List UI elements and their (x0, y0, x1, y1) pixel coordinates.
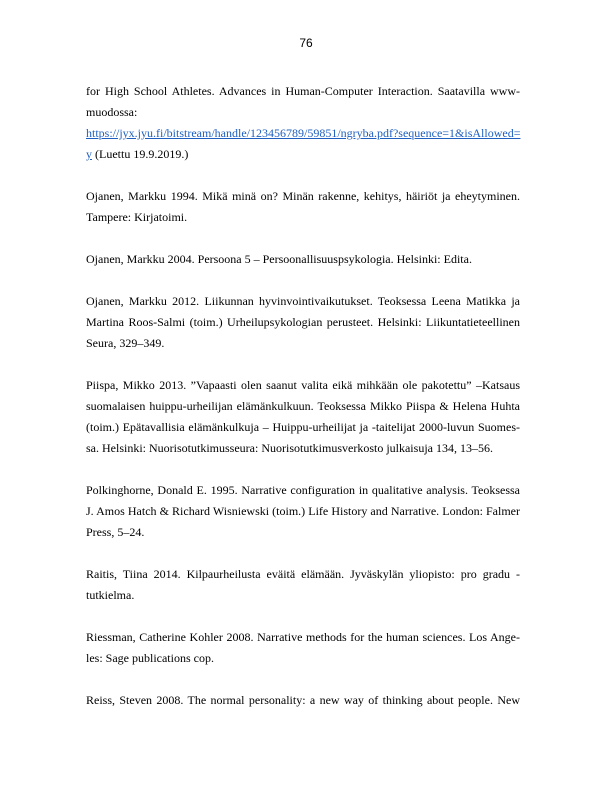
reference-line: les: Sage publications cop. (86, 651, 214, 665)
reference-line: Riessman, Catherine Kohler 2008. Narrative methods for the human sciences. Los Ange- (86, 630, 520, 644)
reference-line: for High School Athletes. Advances in Human-Computer Interaction. Saatavilla www- (86, 84, 520, 98)
reference-line: sa. Helsinki: Nuorisotutkimusseura: Nuorisotutkimusverkosto julkaisuja 134, 13–56. (86, 441, 493, 455)
reference-line: tutkielma. (86, 588, 135, 602)
reference-entry (86, 690, 520, 711)
reference-accessed-date: (Luettu 19.9.2019.) (92, 147, 189, 161)
reference-entry (86, 480, 520, 543)
reference-line: Raitis, Tiina 2014. Kilpaurheilusta eväitä elämään. Jyväskylän yliopisto: pro gradu - (86, 567, 520, 581)
reference-line: (toim.) Epätavallisia elämänkulkuja – Huippu-urheilijat ja -taitelijat 2000-luvun Suomes- (86, 420, 520, 434)
reference-link-line[interactable] (86, 123, 520, 144)
reference-entry (86, 186, 520, 228)
reference-entry (86, 627, 520, 669)
reference-line: Piispa, Mikko 2013. ”Vapaasti olen saanut valita eikä mihkään ole pakotettu” –Katsaus (86, 378, 520, 392)
reference-entry (86, 249, 520, 270)
reference-url-link[interactable]: https://jyx.jyu.fi/bitstream/handle/123456789/59851/ngryba.pdf?sequence=1&isAllowed= (86, 126, 521, 140)
reference-line: Polkinghorne, Donald E. 1995. Narrative configuration in qualitative analysis. Teoksessa (86, 483, 520, 497)
reference-line: Tampere: Kirjatoimi. (86, 210, 188, 224)
reference-line: muodossa: (86, 105, 138, 119)
reference-list (86, 81, 520, 711)
reference-line: Ojanen, Markku 1994. Mikä minä on? Minän rakenne, kehitys, häiriöt ja eheytyminen. (86, 189, 520, 203)
reference-entry (86, 564, 520, 606)
reference-entry (86, 81, 520, 165)
reference-entry (86, 291, 520, 354)
reference-line: Seura, 329–349. (86, 336, 165, 350)
reference-url-link-tail[interactable]: y (86, 147, 92, 161)
page-number: 76 (299, 36, 313, 50)
reference-line: Press, 5–24. (86, 525, 145, 539)
reference-line: Martina Roos-Salmi (toim.) Urheilupsykologian perusteet. Helsinki: Liikuntatieteellinen (86, 315, 520, 329)
reference-line: Ojanen, Markku 2012. Liikunnan hyvinvointivaikutukset. Teoksessa Leena Matikka ja (86, 294, 520, 308)
reference-line (86, 144, 520, 165)
reference-entry (86, 375, 520, 459)
reference-line: suomalaisen huippu-urheilijan elämänkulkuun. Teoksessa Mikko Piispa & Helena Huhta (86, 399, 520, 413)
reference-line: Ojanen, Markku 2004. Persoona 5 – Persoonallisuuspsykologia. Helsinki: Edita. (86, 252, 472, 266)
reference-line: Reiss, Steven 2008. The normal personality: a new way of thinking about people. New (86, 693, 520, 707)
reference-line: J. Amos Hatch & Richard Wisniewski (toim.) Life History and Narrative. London: Falmer (86, 504, 520, 518)
